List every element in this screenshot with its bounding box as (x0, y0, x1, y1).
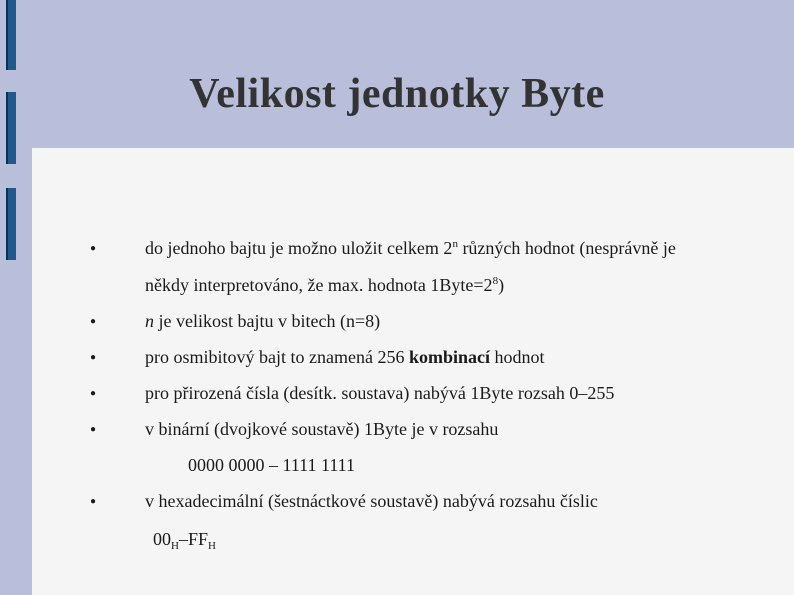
list-item: v hexadecimální (šestnáctkové soustavě) nabývá rozsahu číslic (145, 491, 598, 511)
list-item: n je velikost bajtu v bitech (n=8) (145, 311, 381, 331)
bullet-icon: ● (90, 352, 97, 363)
list-item: v binární (dvojkové soustavě) 1Byte je v rozsahu (145, 419, 499, 439)
list-item-continuation: 0000 0000 – 1111 1111 (188, 455, 355, 475)
bullet-icon: ● (90, 388, 97, 399)
decor-bar (6, 0, 16, 70)
list-item-continuation: někdy interpretováno, že max. hodnota $1Byte=2^8$) (145, 275, 505, 295)
list-item-continuation: $00_H-FF_H$ (153, 529, 216, 552)
slide-title: Velikost jednotky Byte (189, 71, 605, 117)
bullet-icon: ● (90, 316, 97, 327)
decor-bar (6, 188, 16, 260)
list-item: pro osmibitový bajt to znamená 256 kombinací hodnot (145, 347, 545, 367)
list-item: do jednoho bajtu je možno uložit celkem 2$^n$ různých hodnot (nesprávně je (145, 238, 676, 258)
bullet-icon: ● (90, 243, 97, 254)
bullet-icon: ● (90, 496, 97, 507)
bullet-icon: ● (90, 424, 97, 435)
slide-content (32, 148, 794, 595)
list-item: pro přirozená čísla (desítk. soustava) nabývá 1Byte rozsah 0–255 (145, 383, 615, 403)
